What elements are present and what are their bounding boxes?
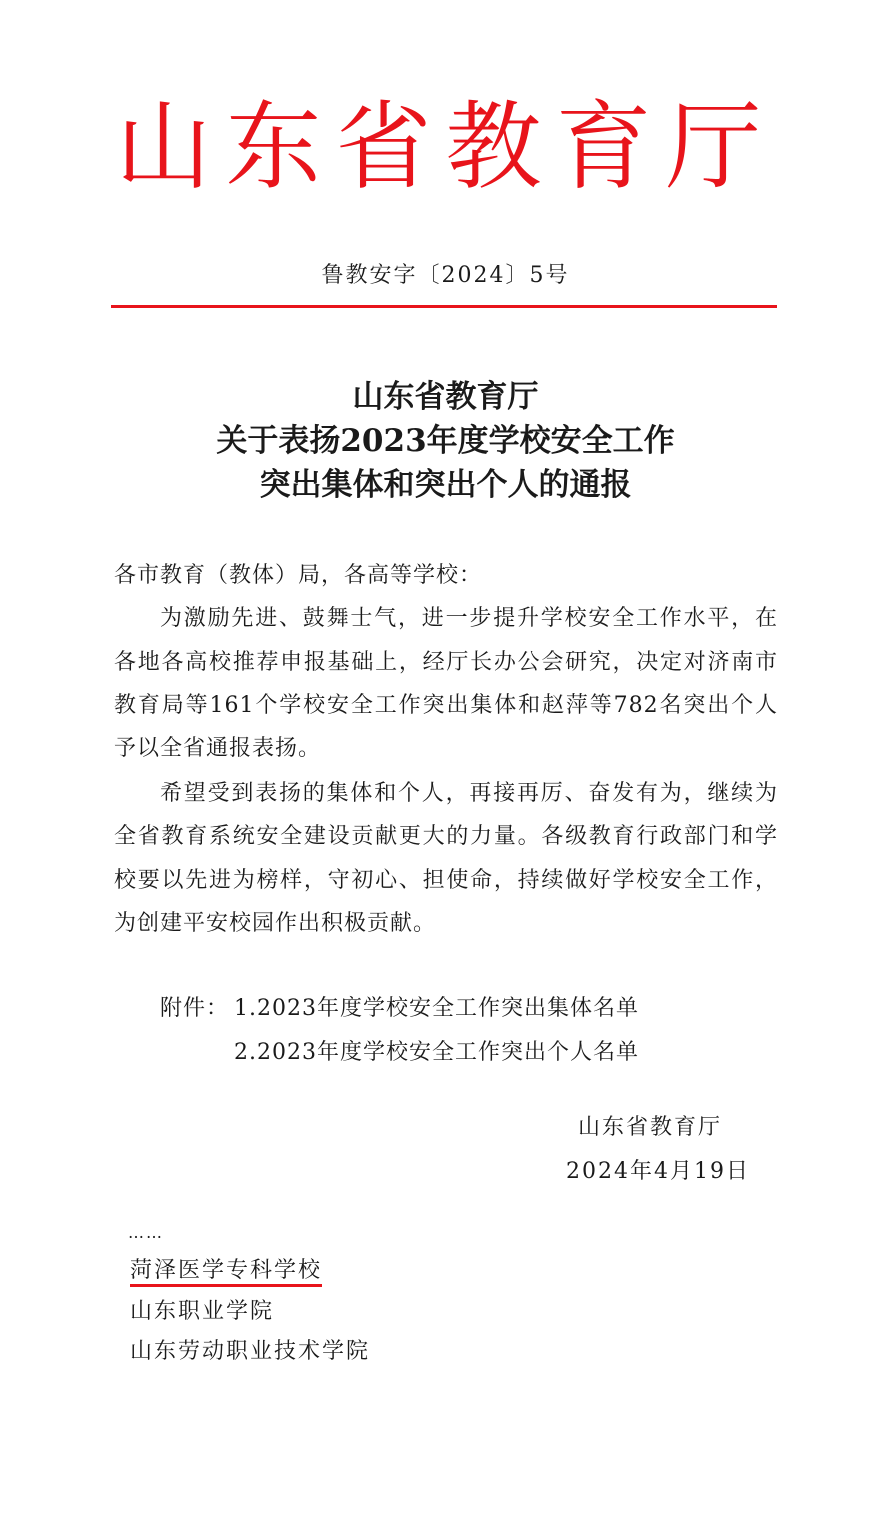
paragraph-1-line-4: 予以全省通报表扬。 bbox=[114, 736, 322, 761]
excerpt-item-1: 菏泽医学专科学校 bbox=[130, 1258, 322, 1287]
red-divider bbox=[111, 305, 777, 308]
signature-org: 山东省教育厅 bbox=[578, 1115, 723, 1140]
excerpt-ellipsis: …… bbox=[128, 1223, 164, 1242]
masthead-title: 山东省教育厅 bbox=[115, 91, 776, 203]
paragraph-2-line-2: 全省教育系统安全建设贡献更大的力量。各级教育行政部门和学 bbox=[114, 824, 778, 849]
paragraph-1-line-2: 各地各高校推荐申报基础上，经厅长办公会研究，决定对济南市 bbox=[114, 650, 778, 675]
attachments-label: 附件： bbox=[160, 996, 230, 1021]
paragraph-2-line-3: 校要以先进为榜样，守初心、担使命，持续做好学校安全工作， bbox=[114, 868, 778, 893]
notice-title-line-1: 山东省教育厅 bbox=[352, 379, 539, 415]
paragraph-2-line-4: 为创建平安校园作出积极贡献。 bbox=[114, 911, 437, 936]
paragraph-1-line-1: 为激励先进、鼓舞士气，进一步提升学校安全工作水平，在 bbox=[160, 606, 778, 631]
notice-title-line-2: 关于表扬2023年度学校安全工作 bbox=[216, 423, 675, 459]
paragraph-2-line-1: 希望受到表扬的集体和个人，再接再厉、奋发有为，继续为 bbox=[160, 781, 778, 806]
excerpt-item-highlighted bbox=[130, 1256, 322, 1286]
attachment-item-2: 2.2023年度学校安全工作突出个人名单 bbox=[234, 1040, 639, 1065]
paragraph-1-line-3: 教育局等161个学校安全工作突出集体和赵萍等782名突出个人 bbox=[114, 693, 778, 718]
excerpt-item-2: 山东职业学院 bbox=[130, 1299, 275, 1324]
attachment-item-1: 1.2023年度学校安全工作突出集体名单 bbox=[234, 996, 639, 1021]
signature-date: 2024年4月19日 bbox=[566, 1159, 750, 1184]
salutation: 各市教育（教体）局，各高等学校： bbox=[114, 563, 483, 588]
excerpt-item-3: 山东劳动职业技术学院 bbox=[130, 1339, 371, 1364]
notice-title-line-3: 突出集体和突出个人的通报 bbox=[259, 467, 632, 503]
document-number: 鲁教安字〔2024〕5号 bbox=[321, 263, 570, 288]
